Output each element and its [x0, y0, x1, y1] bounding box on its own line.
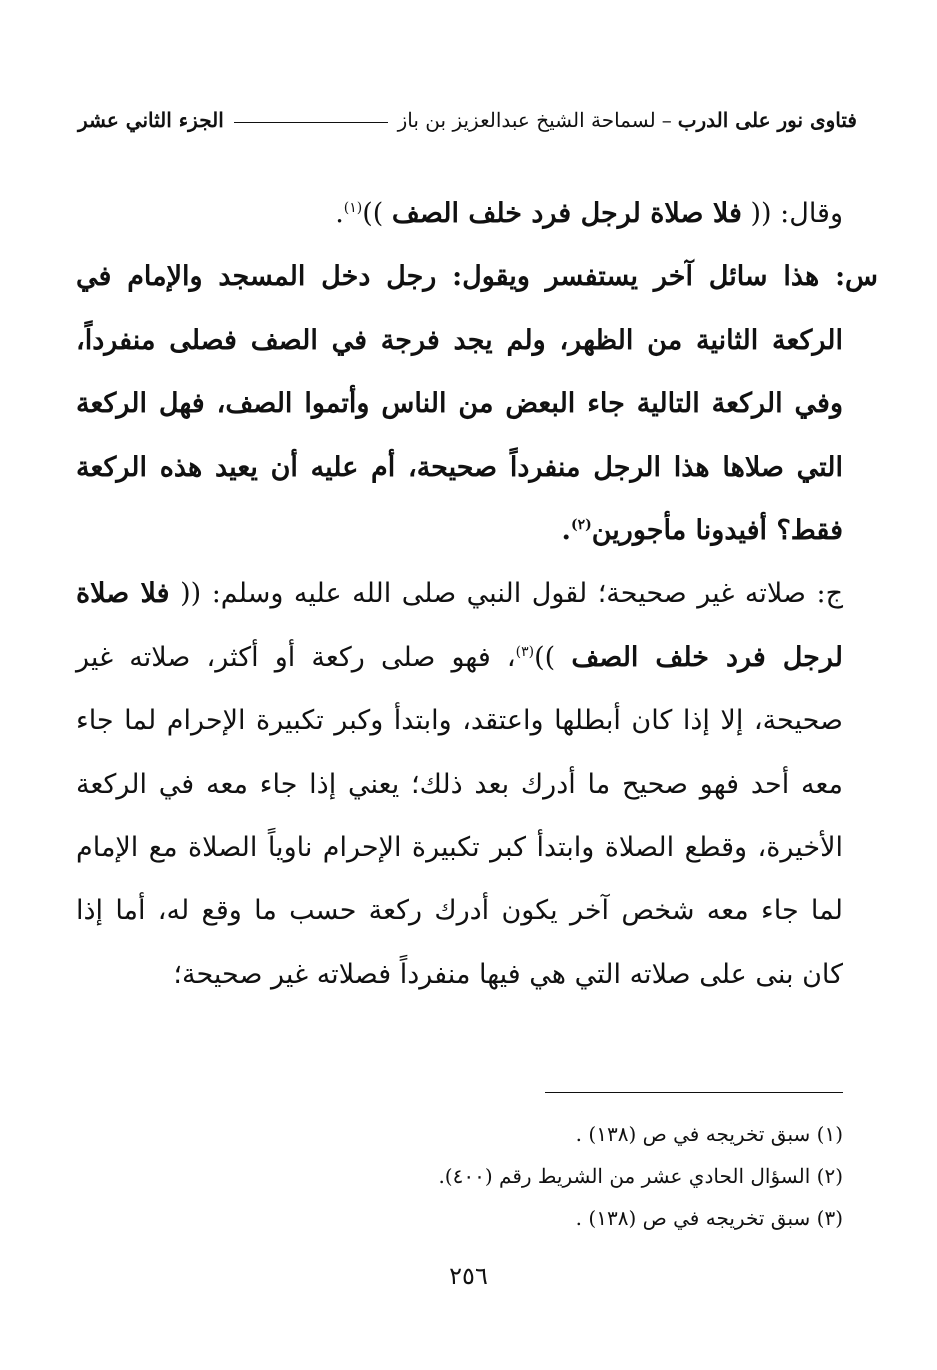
footnote-ref-2: (٢)	[570, 517, 592, 534]
p1-lead: وقال:	[771, 198, 843, 229]
header-book-title: فتاوى نور على الدرب	[677, 108, 857, 132]
footnote-rule	[545, 1092, 843, 1093]
paragraph-quote	[76, 182, 843, 245]
p1-quote-close: ))	[362, 198, 392, 229]
p1-tail: .	[335, 198, 344, 229]
page-number: ٢٥٦	[449, 1262, 488, 1290]
p3-quote-open: ((	[169, 578, 202, 610]
p3-hadith-quote: فلا صلاة لرجل فرد خلف الصف	[76, 578, 843, 673]
p1-hadith-quote: فلا صلاة لرجل فرد خلف الصف	[391, 198, 742, 229]
footnotes	[200, 1113, 843, 1239]
footnote-3: (٣) سبق تخريجه في ص (١٣٨) .	[575, 1206, 843, 1230]
header-rule	[234, 122, 388, 123]
body-text	[76, 182, 878, 1006]
footnote-ref-1: (١)	[343, 200, 363, 216]
footnote-ref-3: (٣)	[515, 643, 535, 660]
header-separator: –	[661, 108, 672, 132]
answer-rest: ، فهو صلى ركعة أو أكثر، صلاته غير صحيحة، إلا إذا كان أبطلها واعتقد، وابتدأ وكبر تكبيرة الإحرام لما جاء معه أحد فهو صحيح ما أدرك بعد ذلك؛ يعني إذا جاء معه في الركعة الأخيرة، وقطع الصلاة وابتدأ كبر تكبيرة الإحرام ناوياً الصلاة مع الإمام لما جاء معه شخص آخر يكون أدرك ركعة حسب ما وقع له، أما إذا كان بنى على صلاته التي هي فيها منفرداً فصلاته غير صحيحة؛	[76, 641, 843, 990]
footnote-2: (٢) السؤال الحادي عشر من الشريط رقم (٤٠٠).	[438, 1164, 843, 1188]
p1-quote-open: ((	[741, 198, 772, 229]
answer-lead: ج: صلاته غير صحيحة؛ لقول النبي صلى الله عليه وسلم:	[201, 578, 844, 610]
question-text: س: هذا سائل آخر يستفسر ويقول: رجل دخل المسجد والإمام في الركعة الثانية من الظهر، ولم يجد فرجة في الصف فصلى منفرداً، وفي الركعة التالية جاء البعض من الناس وأتموا الصف، فهل الركعة التي صلاها هذا الرجل منفرداً صحيحة، أم عليه أن يعيد هذه الركعة فقط؟ أفيدونا مأجورين	[76, 261, 878, 547]
running-header	[78, 100, 857, 140]
paragraph-answer	[76, 562, 843, 1006]
footnote-1: (١) سبق تخريجه في ص (١٣٨) .	[575, 1122, 843, 1146]
header-author: لسماحة الشيخ عبدالعزيز بن باز	[397, 108, 656, 132]
header-part: الجزء الثاني عشر	[78, 108, 224, 132]
p3-quote-close: ))	[534, 641, 572, 673]
paragraph-question	[76, 245, 878, 562]
header-book-block	[398, 108, 857, 132]
question-tail: .	[561, 515, 571, 547]
